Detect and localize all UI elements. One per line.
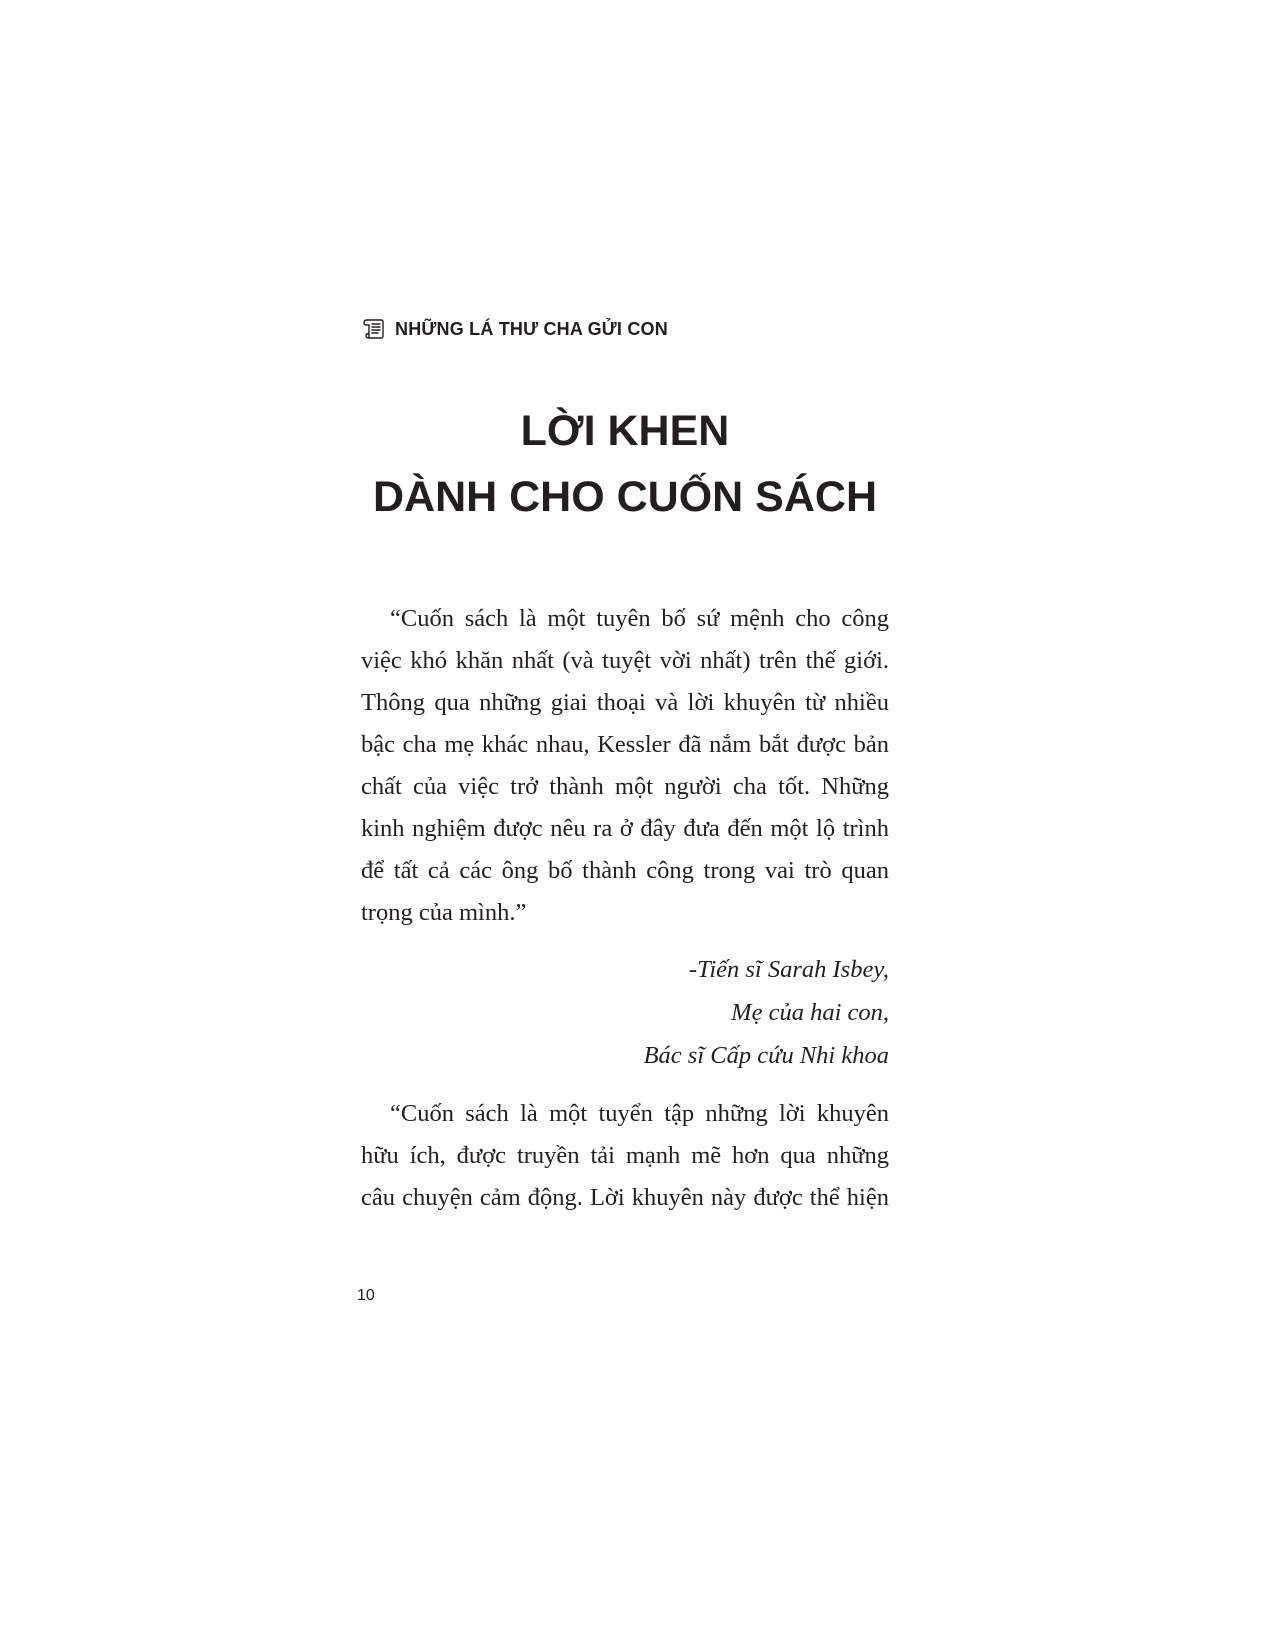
- title-line-2: DÀNH CHO CUỐN SÁCH: [372, 473, 878, 521]
- quote-2: [361, 1093, 889, 1219]
- quote-1-line: việc khó khăn nhất (và tuyệt vời nhất) trên thế giới.: [361, 647, 889, 674]
- quote-1-line: trọng của mình.”: [361, 899, 527, 926]
- quote-1-line: để tất cả các ông bố thành công trong vai trò quan: [361, 857, 889, 884]
- quote-2-line: câu chuyện cảm động. Lời khuyên này được thể hiện: [361, 1184, 889, 1211]
- attribution-line: Mẹ của hai con,: [731, 999, 889, 1026]
- quote-2-line: hữu ích, được truyền tải mạnh mẽ hơn qua những: [361, 1142, 889, 1169]
- quote-2-line: “Cuốn sách là một tuyển tập những lời khuyên: [390, 1100, 889, 1127]
- title-line-1: LỜI KHEN: [520, 407, 730, 455]
- page-number: 10: [357, 1287, 375, 1304]
- quote-1-line: bậc cha mẹ khác nhau, Kessler đã nắm bắt được bản: [361, 731, 889, 758]
- attribution-line: Bác sĩ Cấp cứu Nhi khoa: [643, 1042, 889, 1069]
- quote-1: [361, 598, 889, 934]
- quote-1-line: kinh nghiệm được nêu ra ở đây đưa đến một lộ trình: [361, 815, 889, 842]
- running-header-text: NHỮNG LÁ THƯ CHA GỬI CON: [395, 318, 668, 339]
- quote-1-line: “Cuốn sách là một tuyên bố sứ mệnh cho công: [390, 605, 889, 632]
- attribution-line: -Tiến sĩ Sarah Isbey,: [688, 956, 889, 983]
- page-title: [361, 398, 889, 530]
- quote-1-line: chất của việc trở thành một người cha tốt. Những: [361, 773, 889, 800]
- scroll-icon: [361, 316, 387, 342]
- attribution-1: [361, 948, 889, 1077]
- running-header: [361, 314, 668, 344]
- quote-1-line: Thông qua những giai thoại và lời khuyên từ nhiều: [361, 689, 889, 716]
